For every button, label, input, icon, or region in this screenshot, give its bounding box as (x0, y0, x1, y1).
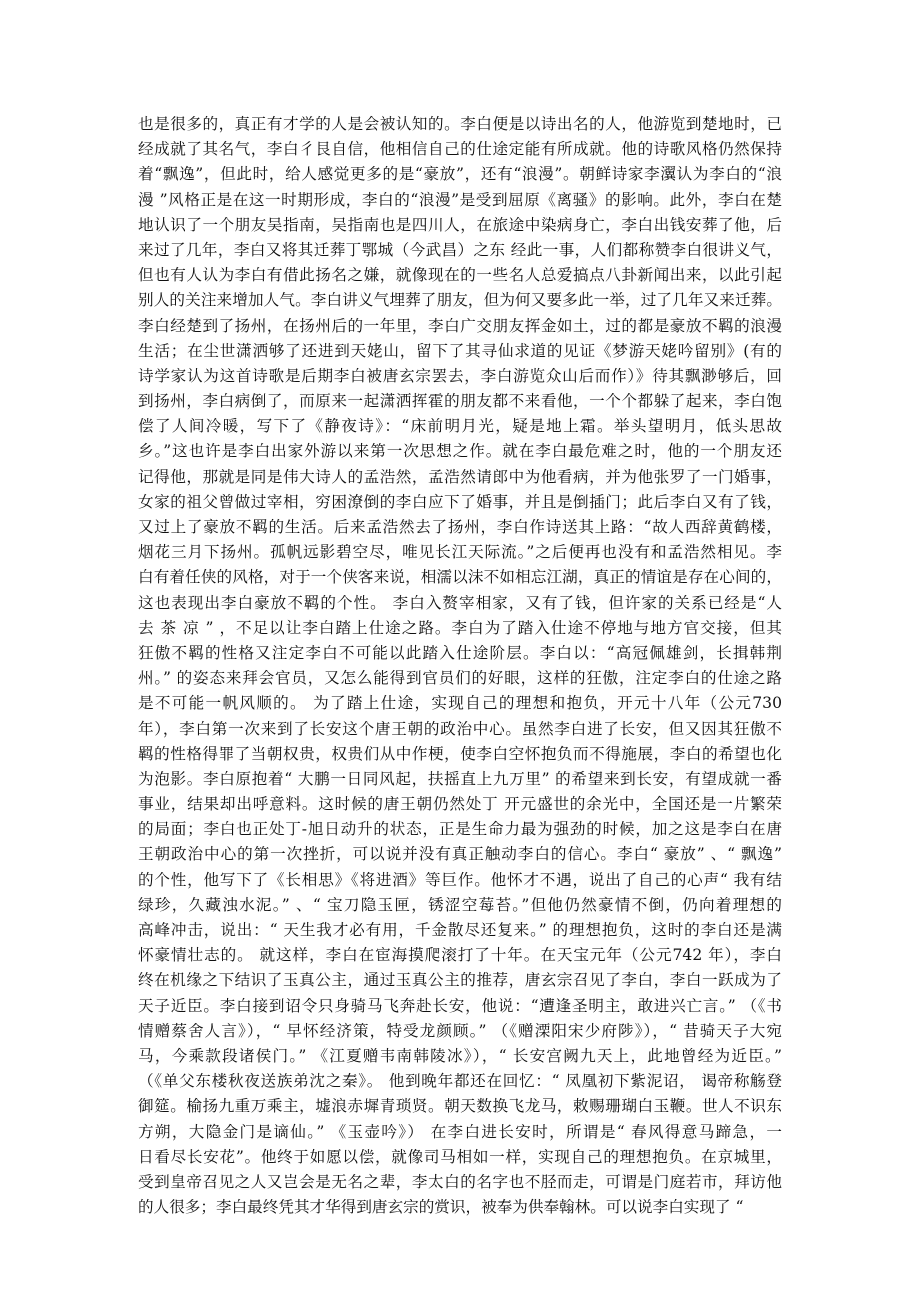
text-line: 终在机缘之下结识了玉真公主，通过玉真公主的推荐，唐玄宗召见了李白，李白一跃成为了 (138, 971, 782, 990)
text-line: 生活；在尘世潇洒够了还进到天姥山，留下了其寻仙求道的见证《梦游天姥吟留别》(有的 (138, 341, 782, 360)
text-line: 事业，结果却出呼意料。这时候的唐王朝仍然处丁 开元盛世的余光中，全国还是一片繁荣 (138, 795, 782, 814)
text-line: 漫 ”风格正是在这一时期形成，李白的“浪漫”是受到屈原《离骚》的影响。此外，李白在楚 (138, 190, 782, 209)
text-line: 州。” 的姿态来拜会官员，又怎么能得到官员们的好眼，这样的狂傲，注定李白的仕途之路 (138, 669, 782, 688)
text-line: 的个性，他写下了《长相思》《将进酒》等巨作。他怀才不遇，说出了自己的心声“ 我有结 (138, 870, 782, 889)
text-line: 但也有人认为李白有借此扬名之嫌，就像现在的一些名人总爱搞点八卦新闻出来，以此引起 (138, 266, 782, 285)
text-line: 地认识了一个朋友吴指南，吴指南也是四川人，在旅途中染病身亡，李白出钱安葬了他，后 (138, 215, 782, 234)
text-line: 乡。”这也许是李白出家外游以来第一次思想之作。就在李白最危难之时，他的一个朋友还 (138, 442, 782, 461)
text-line: 也是很多的，真正有才学的人是会被认知的。李白便是以诗出名的人，他游览到楚地时，已 (138, 115, 782, 133)
text-line: 是不可能一帆风顺的。 为了踏上仕途，实现自己的理想和抱负，开元十八年（公元730 (138, 694, 782, 713)
text-line: 的局面；李白也正处丁-旭日动升的状态，正是生命力最为强劲的时候，加之这是李白在唐 (138, 820, 782, 839)
text-line: 日看尽长安花”。他终于如愿以偿，就像司马相如一样，实现自己的理想抱负。在京城里， (138, 1147, 782, 1166)
text-line: 高峰冲击，说出：“ 天生我才必有用，千金散尽还复来。” 的理想抱负，这时的李白还是满 (138, 921, 782, 939)
text-line: （《单父东楼秋夜送族弟沈之秦》。 他到晚年都还在回忆：“ 凤凰初下紫泥诏， 谒帝称觞登 (138, 1072, 782, 1091)
text-line: 马，今乘款段诸侯门。” 《江夏赠韦南韩陵冰》），“ 长安宫阙九天上，此地曾经为近臣。” (138, 1046, 782, 1065)
text-line: 别人的关注来增加人气。李白讲义气埋葬了朋友，但为何又要多此一举，过了几年又来迁葬。 (138, 291, 782, 310)
text-line: 怀豪情壮志的。 就这样，李白在宦海摸爬滚打了十年。在天宝元年（公元742 年），李白 (138, 946, 782, 965)
body-text (138, 112, 782, 1220)
text-line: 女家的祖父曾做过宰相，穷困潦倒的李白应下了婚事，并且是倒插门；此后李白又有了钱， (138, 492, 782, 511)
text-line: 王朝政治中心的第一次挫折，可以说并没有真正触动李白的信心。李白“ 豪放” 、“ 飘逸” (138, 845, 782, 864)
text-line: 狂傲不羁的性格又注定李白不可能以此踏入仕途阶层。李白以：“高冠佩雄剑，长揖韩荆 (138, 643, 782, 662)
text-line: 记得他，那就是同是伟大诗人的孟浩然，孟浩然请郎中为他看病，并为他张罗了一门婚事， (138, 467, 782, 486)
text-line: 绿珍，久藏浊水泥。” 、“ 宝刀隐玉匣，锈涩空莓苔。”但他仍然豪情不倒，仍向着理想的 (138, 895, 782, 914)
text-line: 经成就了其名气，李白彳艮自信，他相信自己的仕途定能有所成就。他的诗歌风格仍然保持 (138, 140, 782, 159)
text-line: 偿了人间冷暖，写下了《静夜诗》：“床前明月光，疑是地上霜。举头望明月，低头思故 (138, 417, 782, 436)
text-line: 羁的性格得罪了当朝权贵，权贵们从中作梗，使李白空怀抱负而不得施展，李白的希望也化 (138, 744, 782, 763)
text-line: 天子近臣。李白接到诏令只身骑马飞奔赴长安，他说：“遭逢圣明主，敢进兴亡言。” （《书 (138, 996, 782, 1015)
text-line: 方朔，大隐金门是谪仙。” 《玉壶吟》） 在李白进长安时，所谓是“ 春风得意马蹄急，一 (138, 1122, 782, 1141)
text-line: 受到皇帝召见之人又岂会是无名之辈，李太白的名字也不胫而走，可谓是门庭若市，拜访他 (138, 1172, 782, 1191)
text-line: 到扬州，李白病倒了，而原来一起潇洒挥霍的朋友都不来看他，一个个都躲了起来，李白饱 (138, 392, 782, 411)
text-line: 去 茶 凉 ” ，不足以让李白踏上仕途之路。李白为了踏入仕途不停地与地方官交接，但其 (138, 618, 782, 637)
text-line: 烟花三月下扬州。孤帆远影碧空尽，唯见长江天际流。”之后便再也没有和孟浩然相见。李 (138, 543, 782, 562)
text-line: 又过上了豪放不羁的生活。后来孟浩然去了扬州，李白作诗送其上路：“故人西辞黄鹤楼， (138, 518, 782, 536)
text-line: 为泡影。李白原抱着“ 大鹏一日同风起，扶摇直上九万里” 的希望来到长安，有望成就一番 (138, 769, 782, 788)
text-line: 李白经楚到了扬州，在扬州后的一年里，李白广交朋友挥金如土，过的都是豪放不羁的浪漫 (138, 316, 782, 335)
text-line: 着“飘逸”，但此时，给人感觉更多的是“豪放”，还有“浪漫”。朝鲜诗家李瀷认为李白的“浪 (138, 165, 782, 184)
text-line: 年），李白第一次来到了长安这个唐王朝的政治中心。虽然李白进了长安，但又因其狂傲不 (138, 719, 782, 738)
text-line: 情赠蔡舍人言》），“ 早怀经济策，特受龙颜顾。” （《赠溧阳宋少府陟》），“ 昔骑天子大宛 (138, 1021, 782, 1040)
text-line: 诗学家认为这首诗歌是后期李白被唐玄宗罢去，李白游览众山后而作）》待其飘渺够后，回 (138, 366, 782, 385)
text-line: 御筵。榆扬九重万乘主，墟浪赤墀青琐贤。朝天数换飞龙马，敕赐珊瑚白玉鞭。世人不识东 (138, 1097, 782, 1116)
text-line: 白有着任侠的风格，对于一个侠客来说，相濡以沫不如相忘江湖，真正的情谊是存在心间的， (138, 568, 782, 587)
text-line: 来过了几年，李白又将其迁葬丁鄂城（今武昌）之东 经此一事，人们都称赞李白很讲义气， (138, 240, 782, 259)
text-line: 这也表现出李白豪放不羁的个性。 李白入赘宰相家，又有了钱，但许家的关系已经是“人 (138, 593, 782, 612)
text-line: 的人很多；李白最终凭其才华得到唐玄宗的赏识，被奉为供奉翰林。可以说李白实现了 “ (138, 1198, 744, 1217)
